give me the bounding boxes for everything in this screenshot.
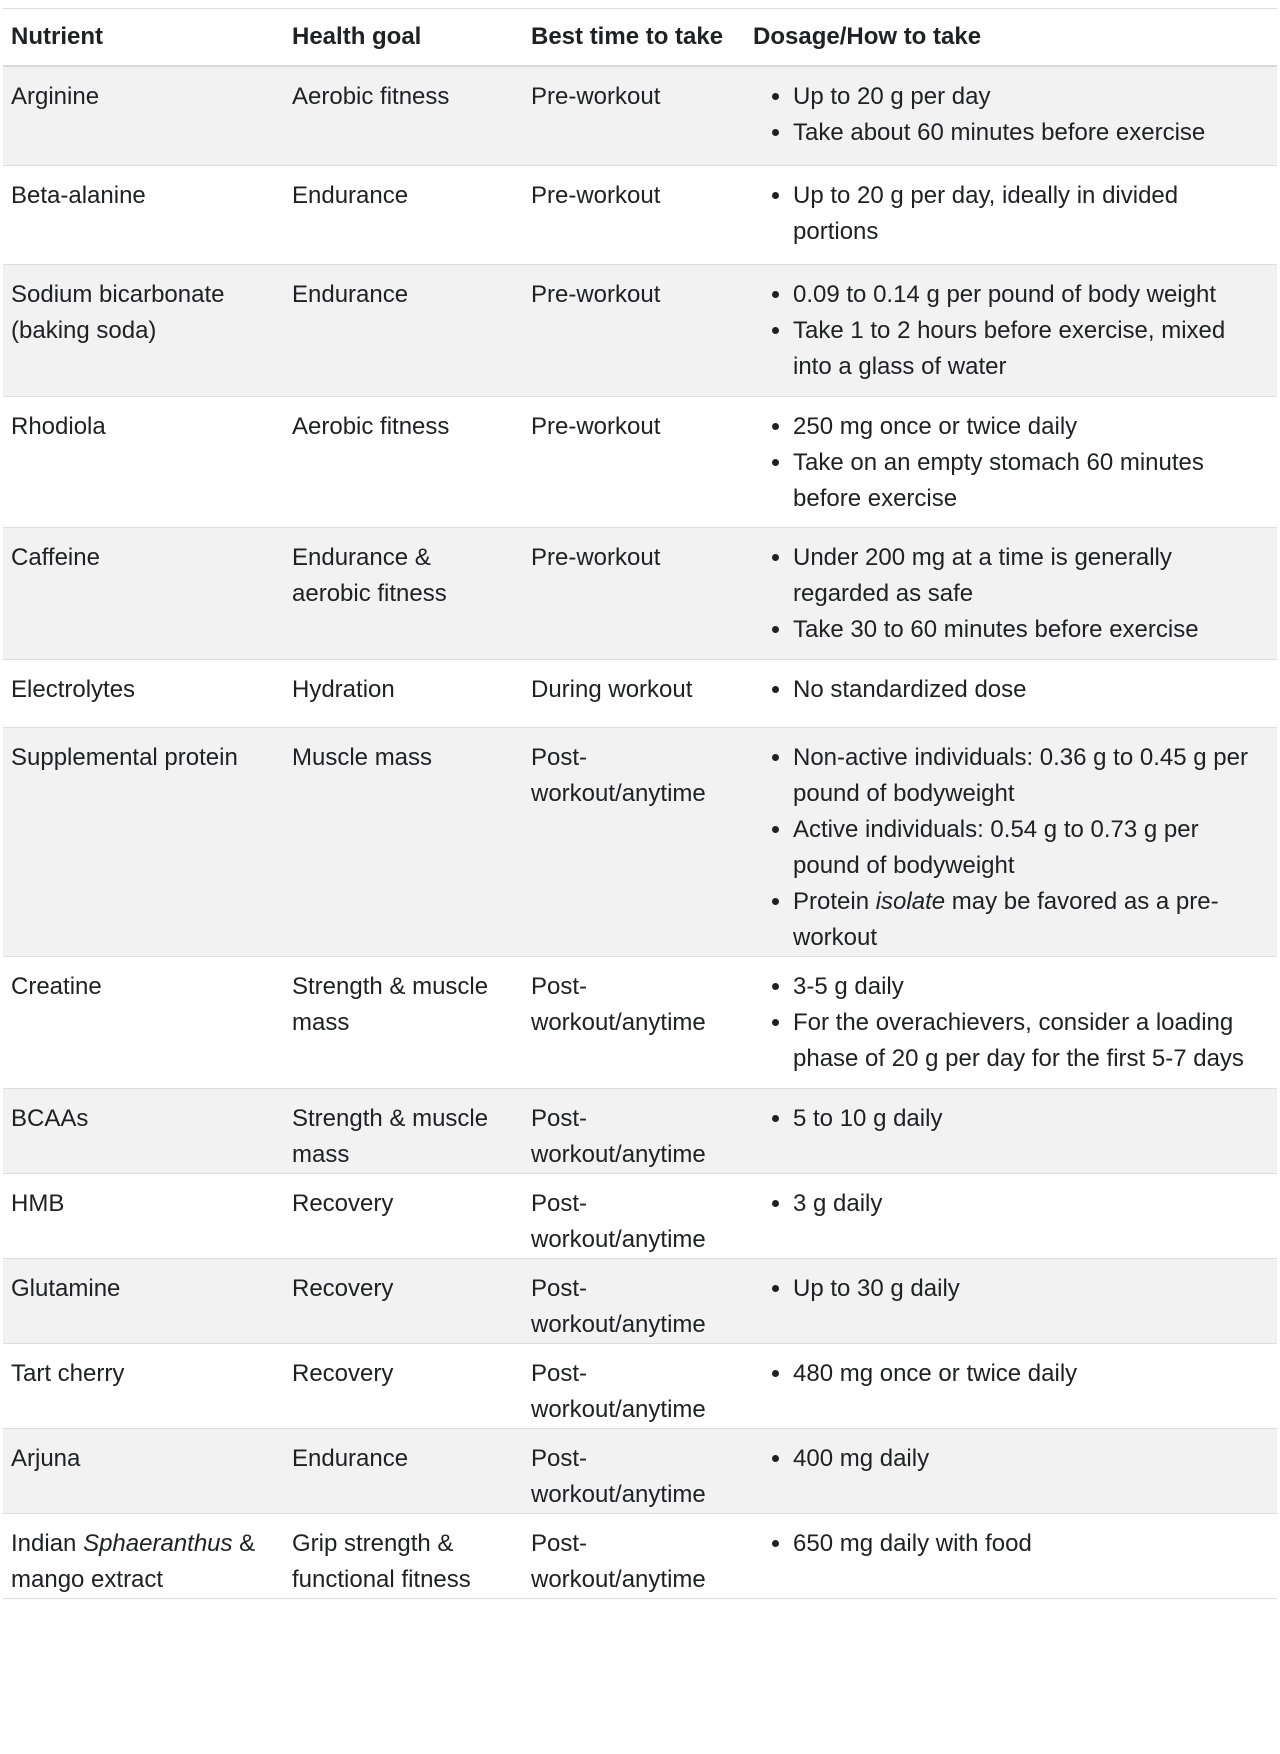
cell-nutrient — [3, 264, 284, 396]
dosage-item — [793, 884, 1269, 956]
dosage-list — [753, 672, 1269, 708]
dosage-list — [753, 1526, 1269, 1562]
header-dosage: Dosage/How to take — [745, 9, 1277, 67]
cell-nutrient — [3, 659, 284, 727]
supplement-table-container — [3, 8, 1277, 1599]
cell-health-goal: Recovery — [284, 1343, 523, 1428]
text-segment: 0.09 to 0.14 g per pound of body weight — [793, 280, 1216, 308]
cell-health-goal: Aerobic fitness — [284, 66, 523, 165]
dosage-list — [753, 1271, 1269, 1307]
cell-nutrient — [3, 1173, 284, 1258]
text-segment: Caffeine — [11, 543, 100, 571]
table-header-row — [3, 9, 1277, 67]
text-segment: Under 200 mg at a time is generally regarded as safe — [793, 543, 1172, 607]
dosage-item — [793, 277, 1269, 313]
cell-best-time: Pre-workout — [523, 527, 745, 659]
dosage-item — [793, 612, 1269, 648]
cell-nutrient — [3, 527, 284, 659]
dosage-item — [793, 115, 1269, 151]
cell-health-goal: Endurance — [284, 264, 523, 396]
text-segment: 480 mg once or twice daily — [793, 1359, 1078, 1387]
header-best-time: Best time to take — [523, 9, 745, 67]
text-segment: Tart cherry — [11, 1359, 125, 1387]
text-segment: Up to 30 g daily — [793, 1274, 960, 1302]
text-segment: Up to 20 g per day — [793, 83, 991, 110]
header-health-goal: Health goal — [284, 9, 523, 67]
table-row — [3, 1088, 1277, 1173]
dosage-list — [753, 79, 1269, 151]
cell-dosage — [745, 727, 1277, 956]
cell-dosage — [745, 165, 1277, 264]
cell-best-time: Post-workout/anytime — [523, 1173, 745, 1258]
cell-best-time: Post-workout/anytime — [523, 1428, 745, 1513]
italic-text: isolate — [875, 887, 946, 915]
cell-health-goal: Grip strength & functional fitness — [284, 1513, 523, 1598]
text-segment: Non-active individuals: 0.36 g to 0.45 g per pound of bodyweight — [793, 743, 1248, 807]
cell-best-time: Post-workout/anytime — [523, 1513, 745, 1598]
dosage-list — [753, 1441, 1269, 1477]
dosage-item — [793, 1441, 1269, 1477]
text-segment: Arginine — [11, 83, 100, 110]
dosage-item — [793, 1101, 1269, 1137]
table-row — [3, 1513, 1277, 1598]
text-segment: Electrolytes — [11, 675, 136, 703]
dosage-list — [753, 178, 1269, 250]
text-segment: For the overachievers, consider a loading phase of 20 g per day for the first 5-7 days — [793, 1008, 1244, 1072]
text-segment: No standardized dose — [793, 675, 1027, 703]
text-segment: Indian — [11, 1529, 84, 1557]
table-row — [3, 396, 1277, 527]
cell-best-time: Pre-workout — [523, 396, 745, 527]
cell-nutrient — [3, 165, 284, 264]
cell-nutrient — [3, 1428, 284, 1513]
cell-nutrient — [3, 1258, 284, 1343]
cell-best-time: Pre-workout — [523, 66, 745, 165]
text-segment: Glutamine — [11, 1274, 121, 1302]
text-segment: Take on an empty stomach 60 minutes before exercise — [793, 448, 1204, 512]
text-segment: 650 mg daily with food — [793, 1529, 1032, 1557]
cell-best-time: Post-workout/anytime — [523, 1343, 745, 1428]
cell-health-goal: Muscle mass — [284, 727, 523, 956]
text-segment: Protein — [793, 887, 876, 915]
text-segment: 3-5 g daily — [793, 972, 904, 1000]
cell-nutrient — [3, 396, 284, 527]
cell-best-time: Post-workout/anytime — [523, 956, 745, 1088]
dosage-item — [793, 1005, 1269, 1077]
italic-text: Sphaeranthus — [83, 1529, 233, 1557]
cell-health-goal: Strength & muscle mass — [284, 956, 523, 1088]
dosage-item — [793, 1186, 1269, 1222]
dosage-item — [793, 672, 1269, 708]
text-segment: Up to 20 g per day, ideally in divided portions — [793, 181, 1179, 245]
cell-best-time: Post-workout/anytime — [523, 1258, 745, 1343]
cell-best-time: Pre-workout — [523, 165, 745, 264]
cell-nutrient — [3, 1343, 284, 1428]
cell-health-goal: Strength & muscle mass — [284, 1088, 523, 1173]
text-segment: Active individuals: 0.54 g to 0.73 g per pound of bodyweight — [793, 815, 1199, 879]
dosage-item — [793, 409, 1269, 445]
cell-best-time: Pre-workout — [523, 264, 745, 396]
table-body — [3, 66, 1277, 1598]
cell-dosage — [745, 1428, 1277, 1513]
dosage-list — [753, 969, 1269, 1077]
cell-nutrient — [3, 66, 284, 165]
cell-dosage — [745, 527, 1277, 659]
text-segment: & mango extract — [11, 1529, 256, 1593]
table-row — [3, 1428, 1277, 1513]
dosage-item — [793, 313, 1269, 385]
text-segment: Take 30 to 60 minutes before exercise — [793, 615, 1199, 643]
dosage-item — [793, 445, 1269, 517]
dosage-item — [793, 1271, 1269, 1307]
dosage-list — [753, 409, 1269, 517]
text-segment: BCAAs — [11, 1104, 89, 1132]
text-segment: Supplemental protein — [11, 743, 238, 771]
table-row — [3, 1343, 1277, 1428]
dosage-item — [793, 812, 1269, 884]
cell-health-goal: Hydration — [284, 659, 523, 727]
text-segment: 3 g daily — [793, 1189, 883, 1217]
cell-nutrient — [3, 1513, 284, 1598]
cell-best-time: Post-workout/anytime — [523, 1088, 745, 1173]
table-row — [3, 727, 1277, 956]
table-row — [3, 66, 1277, 165]
cell-health-goal: Endurance — [284, 165, 523, 264]
cell-best-time: During workout — [523, 659, 745, 727]
table-row — [3, 264, 1277, 396]
text-segment: Creatine — [11, 972, 102, 1000]
dosage-item — [793, 969, 1269, 1005]
dosage-list — [753, 1101, 1269, 1137]
table-header — [3, 9, 1277, 67]
cell-dosage — [745, 1173, 1277, 1258]
supplement-table — [3, 8, 1277, 1599]
text-segment: may be favored as a pre-workout — [793, 887, 1219, 951]
table-row — [3, 527, 1277, 659]
dosage-item — [793, 1526, 1269, 1562]
text-segment: HMB — [11, 1189, 65, 1217]
text-segment: 400 mg daily — [793, 1444, 930, 1472]
cell-health-goal: Aerobic fitness — [284, 396, 523, 527]
cell-dosage — [745, 1343, 1277, 1428]
dosage-list — [753, 1186, 1269, 1222]
cell-dosage — [745, 264, 1277, 396]
dosage-item — [793, 1356, 1269, 1392]
table-row — [3, 165, 1277, 264]
cell-dosage — [745, 396, 1277, 527]
text-segment: Sodium bicarbonate (baking soda) — [11, 280, 225, 344]
cell-health-goal: Recovery — [284, 1173, 523, 1258]
dosage-list — [753, 740, 1269, 956]
cell-nutrient — [3, 956, 284, 1088]
cell-health-goal: Recovery — [284, 1258, 523, 1343]
dosage-list — [753, 540, 1269, 648]
table-row — [3, 1258, 1277, 1343]
header-nutrient: Nutrient — [3, 9, 284, 67]
text-segment: Beta-alanine — [11, 181, 146, 209]
cell-dosage — [745, 1258, 1277, 1343]
table-row — [3, 956, 1277, 1088]
cell-health-goal: Endurance & aerobic fitness — [284, 527, 523, 659]
text-segment: Take 1 to 2 hours before exercise, mixed into a glass of water — [793, 316, 1226, 380]
text-segment: 5 to 10 g daily — [793, 1104, 943, 1132]
dosage-item — [793, 740, 1269, 812]
cell-health-goal: Endurance — [284, 1428, 523, 1513]
cell-nutrient — [3, 1088, 284, 1173]
cell-dosage — [745, 659, 1277, 727]
dosage-item — [793, 178, 1269, 250]
cell-dosage — [745, 956, 1277, 1088]
dosage-item — [793, 540, 1269, 612]
cell-dosage — [745, 1088, 1277, 1173]
cell-best-time: Post-workout/anytime — [523, 727, 745, 956]
dosage-list — [753, 1356, 1269, 1392]
text-segment: Arjuna — [11, 1444, 81, 1472]
cell-nutrient — [3, 727, 284, 956]
cell-dosage — [745, 66, 1277, 165]
text-segment: Take about 60 minutes before exercise — [793, 119, 1206, 146]
text-segment: Rhodiola — [11, 412, 106, 440]
dosage-item — [793, 79, 1269, 115]
dosage-list — [753, 277, 1269, 385]
cell-dosage — [745, 1513, 1277, 1598]
table-row — [3, 1173, 1277, 1258]
table-row — [3, 659, 1277, 727]
text-segment: 250 mg once or twice daily — [793, 412, 1078, 440]
